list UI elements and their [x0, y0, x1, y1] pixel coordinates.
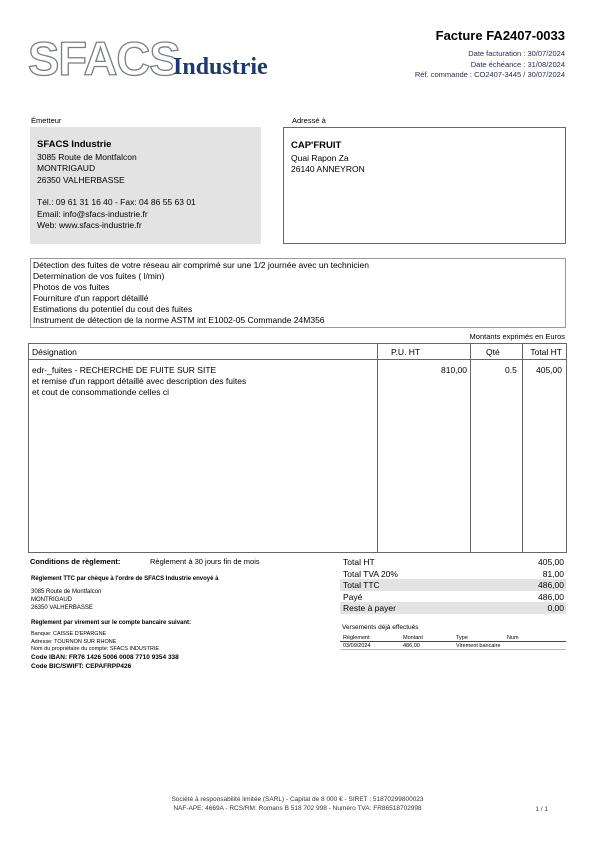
total-value: 81,00	[542, 568, 564, 579]
invoice-meta	[415, 49, 565, 81]
emitter-phone: Tél.: 09 61 31 16 40 - Fax: 04 86 55 63 01	[37, 197, 196, 207]
designation-line: et cout de consommationde celles ci	[32, 386, 170, 397]
total-label: Total HT	[343, 557, 375, 567]
header-total: Total HT	[530, 347, 562, 357]
total-row	[340, 556, 566, 568]
bic-code: Code BIC/SWIFT: CEPAFRPP426	[31, 662, 132, 670]
total-label: Total TTC	[343, 580, 380, 590]
legal-footer	[0, 795, 595, 813]
conditions-value: Règlement à 30 jours fin de mois	[150, 557, 260, 566]
total-row	[340, 568, 566, 580]
emitter-postal: 26350 VALHERBASSE	[37, 174, 125, 185]
emitter-box	[30, 127, 261, 244]
footer-line: NAF-APE: 4669A - RCS/RM: Romans B 518 702 998 - Numéro TVA: FR86518702998	[173, 805, 422, 812]
invoice-due-date: Date échéance : 31/08/2024	[470, 59, 565, 69]
invoice-order-ref: Réf. commande : CO2407-3445 / 30/07/2024	[414, 70, 565, 79]
total-value: 405,00	[538, 557, 564, 567]
designation-line: edr-_fuites - RECHERCHE DE FUITE SUR SITE	[32, 365, 217, 375]
emitter-city: MONTRIGAUD	[37, 163, 96, 173]
total-row	[340, 579, 566, 591]
row-total: 405,00	[536, 365, 562, 375]
cheque-address-line: 3085 Route de Montfalcon	[31, 589, 102, 595]
cheque-title: Règlement TTC par chèque à l'ordre de SFACS Industrie envoyé à	[31, 576, 219, 582]
total-label: Reste à payer	[343, 603, 396, 613]
row-unit-price: 810,00	[441, 365, 467, 375]
cheque-address	[31, 588, 101, 612]
emitter-web: Web: www.sfacs-industrie.fr	[37, 220, 142, 230]
account-owner: Nom du propriétaire du compte: SFACS INDUSTRIE	[31, 646, 160, 652]
cheque-address-line: 26350 VALHERBASSE	[31, 605, 93, 611]
total-row	[340, 602, 566, 614]
invoice-lines-table	[28, 343, 567, 553]
recipient-box	[283, 127, 566, 244]
invoice-title: Facture FA2407-0033	[435, 28, 565, 43]
company-logo	[28, 34, 288, 84]
payment-row	[340, 642, 566, 650]
payments-header-type: Type	[456, 635, 468, 641]
iban-code: Code IBAN: FR76 1426 5006 0008 7710 9354 338	[31, 654, 179, 661]
conditions-label: Conditions de règlement:	[30, 557, 121, 566]
payments-header-date: Règlement	[343, 635, 370, 641]
payment-conditions	[30, 557, 120, 566]
total-label: Payé	[343, 591, 363, 602]
designation-line: et remise d'un rapport détaillé avec description des fuites	[32, 375, 247, 386]
payments-header-num: Num	[507, 635, 519, 641]
total-value: 0,00	[547, 603, 564, 613]
invoice-description	[30, 258, 566, 328]
recipient-name: CAP'FRUIT	[291, 140, 342, 151]
recipient-address: Quai Rapon Za	[291, 152, 349, 163]
total-label: Total TVA 20%	[343, 568, 398, 579]
payment-type: Virement bancaire	[456, 643, 501, 649]
invoice-date: Date facturation : 30/07/2024	[468, 49, 565, 58]
emitter-email: Email: info@sfacs-industrie.fr	[37, 208, 148, 219]
description-line: Determination de vos fuites ( l/min)	[33, 270, 165, 281]
description-line: Détection des fuites de votre réseau air comprimé sur une 1/2 journée avec un technicien	[33, 260, 369, 270]
payment-date: 03/09/2024	[343, 643, 371, 649]
description-line: Photos de vos fuites	[33, 281, 110, 292]
cheque-address-line: MONTRIGAUD	[31, 597, 72, 603]
bank-address: Adresse: TOURNON SUR RHONE	[31, 638, 117, 645]
totals-box	[340, 556, 566, 614]
description-line: Instrument de détection de la norme ASTM int E1002-05 Commande 24M356	[33, 314, 325, 325]
payments-header	[340, 634, 566, 642]
bank-name: Banque: CAISSE D'EPARGNE	[31, 631, 107, 637]
recipient-label: Adressé à	[292, 116, 326, 125]
payment-amount: 486,00	[403, 643, 420, 649]
page-number: 1 / 1	[535, 806, 548, 813]
table-row-designation	[32, 365, 246, 397]
bank-details	[31, 631, 159, 654]
transfer-title: Règlement par virement sur le compte bancaire suivant:	[31, 620, 192, 626]
recipient-postal: 26140 ANNEYRON	[291, 164, 365, 174]
bank-codes	[31, 654, 179, 671]
header-designation: Désignation	[32, 347, 77, 357]
footer-line: Société à responsabilité limitée (SARL) - Capital de 8 000 € - SIRET : 51870299800023	[171, 796, 424, 803]
row-quantity: 0.5	[505, 365, 517, 375]
emitter-label: Émetteur	[31, 116, 62, 125]
payments-table	[340, 634, 566, 650]
total-value: 486,00	[538, 580, 564, 590]
currency-note: Montants exprimés en Euros	[469, 332, 565, 341]
description-line: Estimations du potentiel du cout des fuites	[33, 303, 193, 314]
emitter-name: SFACS Industrie	[37, 139, 112, 150]
logo-sfacs-text: SFACS	[28, 32, 180, 85]
payments-header-amount: Montant	[403, 635, 423, 641]
total-row	[340, 591, 566, 603]
description-line: Fourniture d'un rapport détaillé	[33, 292, 149, 303]
payments-title: Versements déjà effectués	[342, 624, 419, 631]
header-quantity: Qté	[486, 347, 500, 357]
total-value: 486,00	[538, 591, 564, 602]
logo-industrie-text: Industrie	[173, 54, 268, 80]
header-unit-price: P.U. HT	[391, 347, 421, 357]
emitter-address: 3085 Route de Montfalcon	[37, 151, 137, 162]
